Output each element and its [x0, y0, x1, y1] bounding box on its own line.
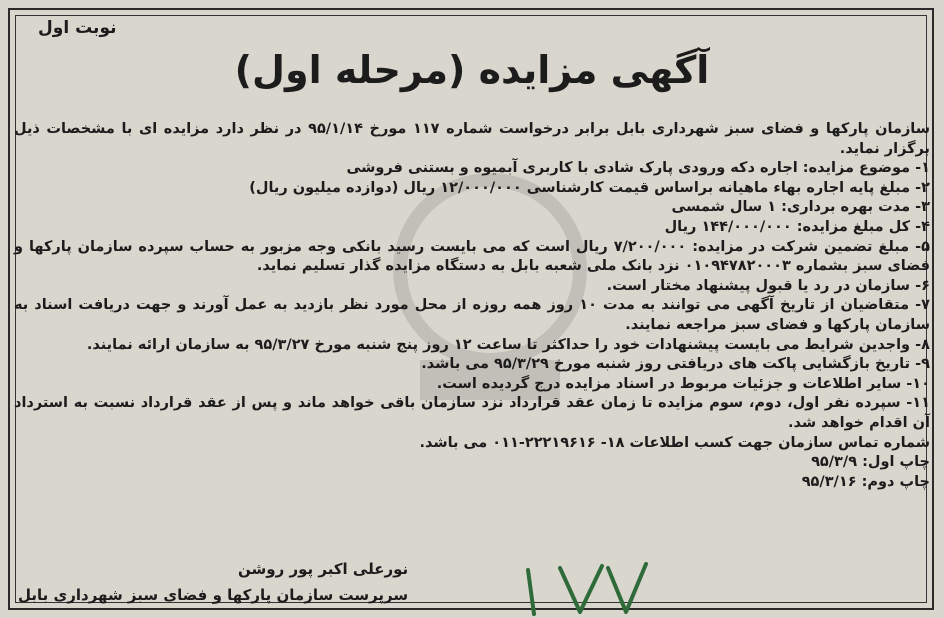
item-11: ۱۱- سپرده نفر اول، دوم، سوم مزایده تا زمان عقد قرارداد نزد سازمان باقی خواهد ماند و پس از عقد قرارداد نسبت به استرداد آن اقدام خواهد شد. [14, 395, 930, 431]
signatory-name: نورعلی اکبر پور روشن [238, 560, 409, 578]
item-2: ۲- مبلغ پایه اجاره بهاء ماهیانه براساس قیمت کارشناسی ۱۲/۰۰۰/۰۰۰ ریال (دوازده میلیون ریال) [249, 179, 930, 196]
contact-line: شماره تماس سازمان جهت کسب اطلاعات ۱۸- ۲۲۲۱۹۶۱۶-۰۱۱ می باشد. [419, 434, 930, 451]
print-first: چاپ اول: ۹۵/۳/۹ [811, 454, 930, 471]
item-3: ۳- مدت بهره برداری: ۱ سال شمسی [671, 199, 930, 216]
signature-block [18, 556, 408, 608]
print-second: چاپ دوم: ۹۵/۳/۱۶ [801, 473, 930, 490]
intro-paragraph: سازمان پارکها و فضای سبز شهرداری بابل برابر درخواست شماره ۱۱۷ مورخ ۹۵/۱/۱۴ در نظر دارد مزایده ای با مشخصات ذیل برگزار نماید. [14, 121, 930, 157]
item-8: ۸- واجدین شرایط می بایست پیشنهادات خود را حداکثر تا ساعت ۱۲ روز پنج شنبه مورخ ۹۵/۳/۲۷ به سازمان ارائه نمایند. [86, 336, 930, 353]
item-4: ۴- کل مبلغ مزایده: ۱۴۴/۰۰۰/۰۰۰ ریال [664, 218, 930, 235]
item-6: ۶- سازمان در رد یا قبول پیشنهاد مختار است. [606, 277, 930, 294]
item-5: ۵- مبلغ تضمین شرکت در مزایده: ۷/۲۰۰/۰۰۰ ریال است که می بایست رسید بانکی وجه مزبور به حساب سپرده سازمان پارکها و فضای سبز بشماره ۰۱۰۹۴۷۸۲۰۰۰۳ نزد بانک ملی شعبه بابل به دستگاه مزایده گذار تسلیم نماید. [14, 238, 930, 275]
handwritten-number [520, 560, 650, 616]
signatory-position: سرپرست سازمان پارکها و فضای سبز شهرداری بابل [18, 586, 409, 604]
item-7: ۷- متقاضیان از تاریخ آگهی می توانند به مدت ۱۰ روز همه روزه از محل مورد نظر بازدید به عمل آورند و جهت دریافت اسناد به سازمان پارکها و فضای سبز مراجعه نمایند. [14, 297, 930, 333]
item-1: ۱- موضوع مزایده: اجاره دکه ورودی پارک شادی با کاربری آبمیوه و بستنی فروشی [346, 160, 930, 177]
item-9: ۹- تاریخ بازگشایی پاکت های دریافتی روز شنبه مورخ ۹۵/۳/۲۹ می باشد. [421, 356, 930, 373]
turn-label: نوبت اول [38, 18, 117, 38]
page-title: آگهی مزایده (مرحله اول) [234, 48, 710, 92]
notice-body [14, 120, 930, 492]
item-10: ۱۰- سایر اطلاعات و جزئیات مربوط در اسناد مزایده درج گردیده است. [436, 375, 930, 392]
